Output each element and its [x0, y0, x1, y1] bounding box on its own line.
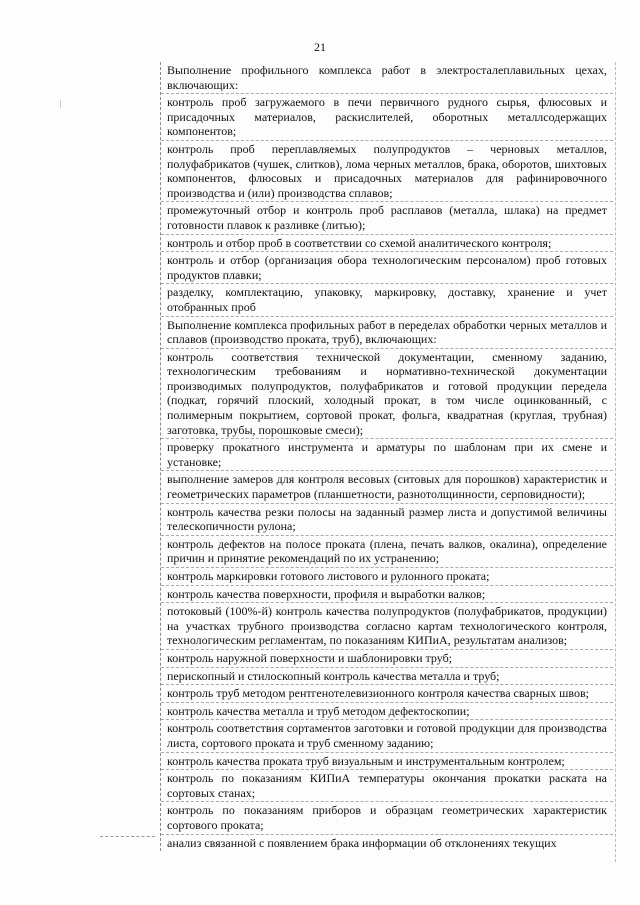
table-row: анализ связанной с появлением брака информации об отклонениях текущих — [167, 835, 557, 850]
table-row: промежуточный отбор и контроль проб расплавов (металла, шлака) на предмет готовности плавок к разливке (литью); — [161, 202, 613, 234]
margin-line — [100, 836, 155, 838]
table-row: Выполнение профильного комплекса работ в электросталеплавильных цехах, включающих: — [161, 62, 613, 94]
table-row: контроль и отбор проб в соответствии со схемой аналитического контроля; — [161, 235, 613, 253]
table-row: контроль качества резки полосы на заданный размер листа и допустимой величины телескопичности рулона; — [161, 504, 613, 536]
table-row: контроль качества поверхности, профиля и выработки валков; — [161, 586, 613, 604]
table-row: Выполнение комплекса профильных работ в переделах обработки черных металлов и сплавов (производство проката, труб), включающих: — [161, 317, 613, 349]
table-row: разделку, комплектацию, упаковку, маркировку, доставку, хранение и учет отобранных проб — [161, 284, 613, 316]
table-row: контроль наружной поверхности и шаблонировки труб; — [161, 650, 613, 668]
table-row: потоковый (100%-й) контроль качества полупродуктов (полуфабрикатов, продукции) на участках трубного производства согласно картам технологического контроля, технологическим регламентам, по показаниям КИПиА, результатам анализов; — [161, 603, 613, 650]
table-row: контроль проб загружаемого в печи первичного рудного сырья, флюсовых и присадочных материалов, раскислителей, оборотных металлсодержащих компонентов; — [161, 94, 613, 141]
table-row: проверку прокатного инструмента и арматуры по шаблонам при их смене и установке; — [161, 439, 613, 471]
table-row: контроль проб переплавляемых полупродуктов – черновых металлов, полуфабрикатов (чушек, слитков), лома черных металлов, брака, оборотов, шихтовых компонентов, флюсовых и присадочных материалов для рафинировочного производства и (или) производства сплавов; — [161, 141, 613, 202]
table-row: перископный и стилоскопный контроль качества металла и труб; — [161, 668, 613, 686]
document-table — [160, 62, 613, 851]
table-row: контроль маркировки готового листового и рулонного проката; — [161, 568, 613, 586]
table-row: контроль труб методом рентгенотелевизионного контроля качества сварных швов; — [161, 685, 613, 703]
table-row: контроль дефектов на полосе проката (плена, печать валков, окалина), определение причин и принятие рекомендаций по их устранению; — [161, 536, 613, 568]
table-row: контроль и отбор (организация обора технологическим персоналом) проб готовых продуктов плавки; — [161, 252, 613, 284]
page-number: 21 — [314, 40, 326, 54]
table-row: контроль по показаниям КИПиА температуры окончания прокатки раската на сортовых станах; — [161, 770, 613, 802]
margin-mark — [60, 100, 61, 108]
table-row: контроль соответствия технической документации, сменному заданию, технологическим требованиям и нормативно-технической документации производимых полупродуктов, полуфабрикатов и готовой продукции передела (подкат, горячий плоский, холодный прокат, в том числе оцинкованный, с полимерным покрытием, сортовой прокат, фольга, квадратная (круглая, трубная) заготовка, трубы, порошковые смеси); — [161, 349, 613, 440]
table-row: контроль качества проката труб визуальным и инструментальным контролем; — [161, 753, 613, 771]
table-row: выполнение замеров для контроля весовых (ситовых для порошков) характеристик и геометрических параметров (планшетности, разнотолщинности, серповидности); — [161, 471, 613, 503]
table-row: контроль по показаниям приборов и образцам геометрических характеристик сортового проката; — [161, 802, 613, 834]
table-row: контроль качества металла и труб методом дефектоскопии; — [161, 703, 613, 721]
table-row: контроль соответствия сортаментов заготовки и готовой продукции для производства листа, сортового проката и труб сменному заданию; — [161, 720, 613, 752]
table-right-border — [615, 62, 617, 862]
